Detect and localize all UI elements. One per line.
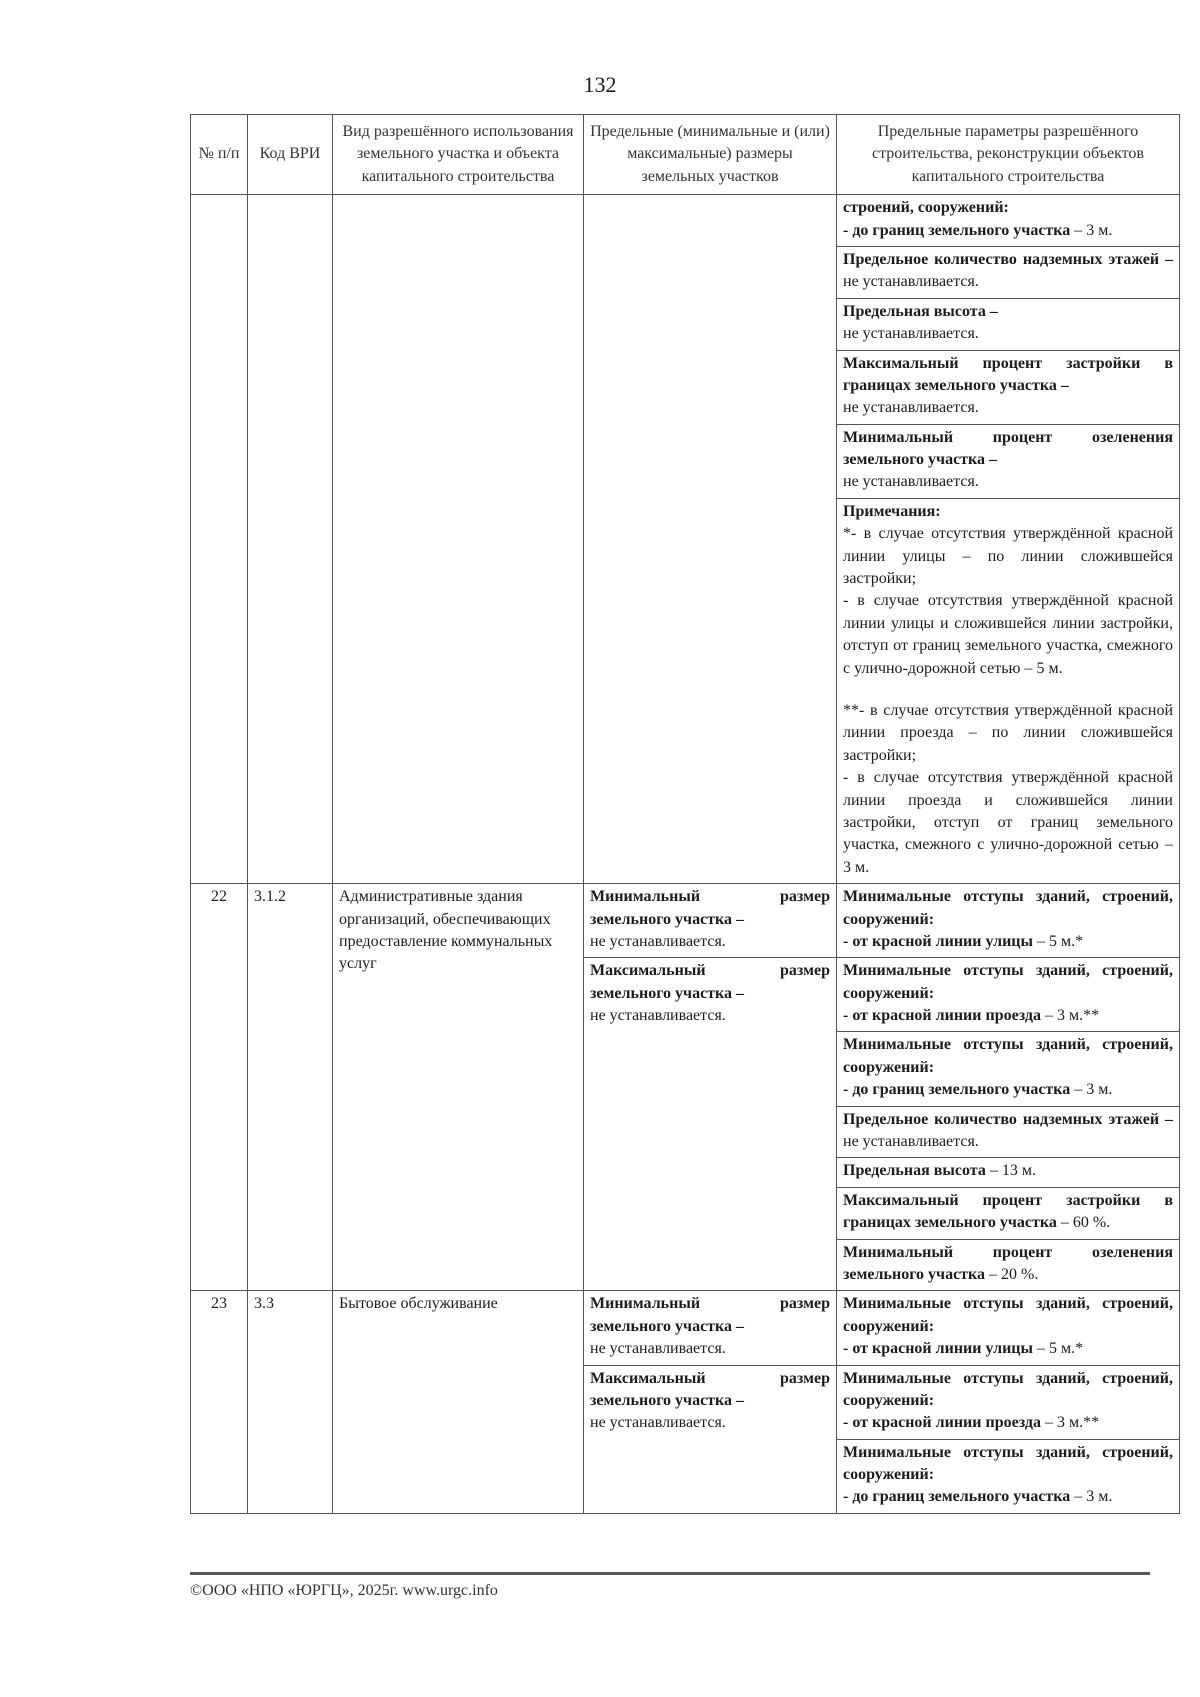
param-rest-text: – 3 м. — [1070, 1081, 1113, 1099]
param-item — [837, 1157, 1179, 1186]
header-params: Предельные параметры разрешённого строительства, реконструкции объектов капитального строительства — [837, 115, 1180, 195]
param-item — [837, 1031, 1179, 1105]
continued-size-cell — [584, 195, 837, 884]
param-item — [837, 957, 1179, 1031]
param-bold-text: Предельное количество надземных этажей – — [843, 250, 1173, 268]
param-bold-text: Минимальный размер земельного участка – — [590, 888, 830, 928]
param-bold-text: Максимальный процент застройки в границах земельного участка – — [843, 354, 1173, 394]
header-no: № п/п — [191, 115, 248, 195]
notes-title: Примечания: — [843, 502, 941, 520]
param-rest-text: не устанавливается. — [843, 473, 979, 491]
param-rest-text: – 3 м. — [1070, 221, 1113, 239]
param-bold-text: Максимальный размер земельного участка – — [590, 1369, 830, 1409]
param-bold-text: строений, сооружений: - до границ земельного участка — [843, 199, 1071, 239]
row-params-cell — [837, 884, 1180, 1291]
table-row-continued — [191, 195, 1180, 884]
param-item — [837, 1106, 1179, 1158]
size-item — [584, 884, 836, 957]
param-rest-text: – 3 м. — [1070, 1488, 1113, 1506]
param-rest-text: не устанавливается. — [590, 1340, 726, 1358]
row-code-cell: 3.3 — [248, 1291, 333, 1514]
param-bold-text: Минимальный процент озеленения земельного участка – — [843, 428, 1173, 469]
row-number-cell: 23 — [191, 1291, 248, 1514]
row-name-cell: Бытовое обслуживание — [333, 1291, 584, 1514]
param-item — [837, 884, 1179, 957]
size-item — [584, 957, 836, 1031]
note-item: - в случае отсутствия утверждённой красной линии проезда и сложившейся линии застройки, отступ от границ земельного участка, смежного с улично-дорожной сетью – 3 м. — [843, 769, 1173, 876]
header-size: Предельные (минимальные и (или) максимальные) размеры земельных участков — [584, 115, 837, 195]
continued-name-cell — [333, 195, 584, 884]
param-item — [837, 1239, 1179, 1291]
param-item — [837, 1439, 1179, 1513]
param-item — [837, 424, 1179, 498]
param-item — [837, 298, 1179, 350]
note-item: *- в случае отсутствия утверждённой красной линии улицы – по линии сложившейся застройки; — [843, 525, 1173, 588]
param-rest-text: не устанавливается. — [590, 1007, 726, 1025]
param-bold-text: Предельная высота — [843, 1162, 986, 1180]
param-bold-text: Минимальные отступы зданий, строений, сооружений: - от красной линии улицы — [843, 888, 1173, 950]
footer-divider — [190, 1572, 1150, 1575]
row-code-cell: 3.1.2 — [248, 884, 333, 1291]
param-rest-text: – 13 м. — [985, 1162, 1036, 1180]
table-row — [191, 884, 1180, 1291]
land-use-table — [190, 114, 1180, 1514]
param-bold-text: Максимальный размер земельного участка – — [590, 962, 830, 1002]
notes-block — [837, 498, 1179, 883]
param-rest-text: – 5 м.* — [1033, 932, 1084, 950]
note-item: **- в случае отсутствия утверждённой красной линии проезда – по линии сложившейся застройки; — [843, 701, 1173, 764]
param-rest-text: не устанавливается. — [590, 1414, 726, 1432]
param-item — [837, 1291, 1179, 1364]
page-number: 132 — [583, 72, 617, 97]
table-header-row — [191, 115, 1180, 195]
param-rest-text: не устанавливается. — [843, 399, 979, 417]
param-item — [837, 195, 1179, 246]
table-row — [191, 1291, 1180, 1514]
param-bold-text: Минимальные отступы зданий, строений, сооружений: - от красной линии улицы — [843, 1295, 1173, 1358]
param-item — [837, 1365, 1179, 1439]
note-item: - в случае отсутствия утверждённой красной линии улицы и сложившейся линии застройки, отступ от границ земельного участка, смежного с улично-дорожной сетью – 5 м. — [843, 592, 1173, 677]
param-bold-text: Минимальные отступы зданий, строений, сооружений: - до границ земельного участка — [843, 1443, 1173, 1506]
row-name-cell: Административные здания организаций, обеспечивающих предоставление коммунальных услуг — [333, 884, 584, 1291]
param-bold-text: Минимальный размер земельного участка – — [590, 1295, 830, 1335]
notes-gap — [843, 680, 1173, 700]
param-bold-text: Минимальный процент озеленения земельного участка — [843, 1243, 1173, 1283]
row-number-cell: 22 — [191, 884, 248, 1291]
param-item — [837, 1187, 1179, 1239]
size-item — [584, 1291, 836, 1364]
continued-code-cell — [248, 195, 333, 884]
param-rest-text: не устанавливается. — [843, 1133, 979, 1151]
param-bold-text: Предельное количество надземных этажей – — [843, 1110, 1173, 1128]
param-bold-text: Минимальные отступы зданий, строений, сооружений: - от красной линии проезда — [843, 962, 1173, 1025]
continued-params-cell — [837, 195, 1180, 884]
row-size-cell — [584, 884, 837, 1291]
param-item — [837, 246, 1179, 298]
header-name: Вид разрешённого использования земельного участка и объекта капитального строительства — [333, 115, 584, 195]
param-bold-text: Предельная высота – — [843, 302, 998, 320]
param-rest-text: – 3 м.** — [1040, 1414, 1100, 1432]
param-rest-text: не устанавливается. — [590, 932, 726, 950]
param-rest-text: – 60 %. — [1056, 1214, 1111, 1232]
table-body — [191, 195, 1180, 1514]
param-rest-text: не устанавливается. — [843, 273, 979, 291]
param-rest-text: – 5 м.* — [1033, 1340, 1084, 1358]
param-rest-text: – 20 %. — [985, 1265, 1039, 1283]
continued-no-cell — [191, 195, 248, 884]
param-bold-text: Минимальные отступы зданий, строений, сооружений: - от красной линии проезда — [843, 1369, 1173, 1432]
footer-text: ©ООО «НПО «ЮРГЦ», 2025г. www.urgc.info — [190, 1582, 498, 1599]
param-bold-text: Максимальный процент застройки в границах земельного участка — [843, 1191, 1173, 1232]
header-code: Код ВРИ — [248, 115, 333, 195]
size-item — [584, 1365, 836, 1439]
param-rest-text: не устанавливается. — [843, 325, 979, 343]
row-params-cell — [837, 1291, 1180, 1514]
param-rest-text: – 3 м.** — [1040, 1007, 1100, 1025]
param-bold-text: Минимальные отступы зданий, строений, сооружений: - до границ земельного участка — [843, 1036, 1173, 1099]
param-item — [837, 350, 1179, 424]
row-size-cell — [584, 1291, 837, 1514]
